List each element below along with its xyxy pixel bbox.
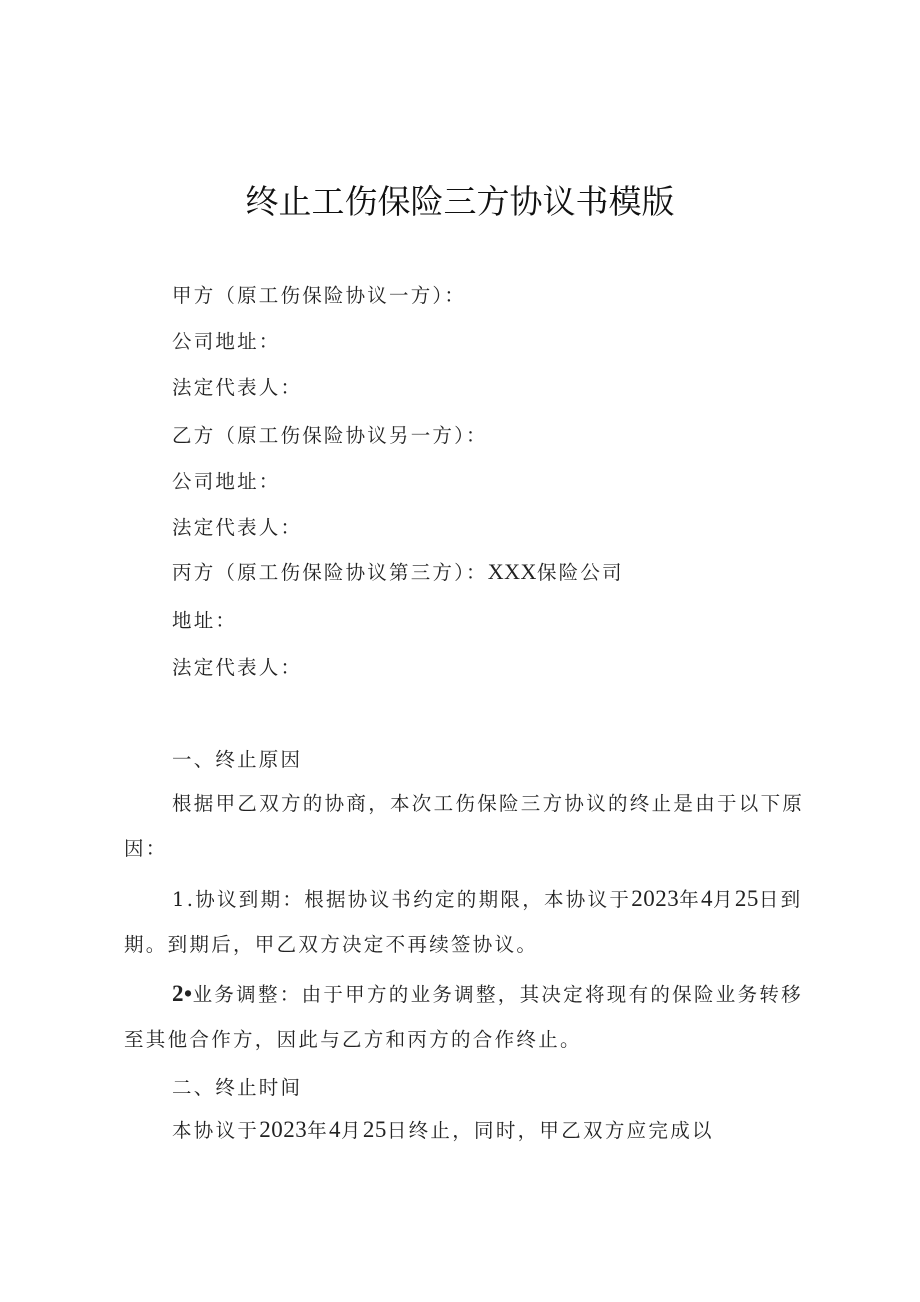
party-c-company-suffix: 保险公司 (536, 561, 624, 584)
section2-heading: 二、终止时间 (172, 1076, 303, 1099)
party-c-address: 地址： (172, 609, 238, 632)
section2-day: 25 (362, 1117, 387, 1142)
party-c-line (172, 557, 624, 585)
section2-year-unit: 年 (307, 1119, 330, 1142)
section2-month-unit: 月 (341, 1119, 363, 1142)
party-a-address: 公司地址： (172, 330, 281, 353)
section1-heading: 一、终止原因 (172, 748, 303, 771)
section1-intro: 根据甲乙双方的协商，本次工伤保险三方协议的终止是由于以下原因： (124, 792, 805, 860)
item1-month-unit: 月 (713, 888, 735, 911)
section1-item2 (124, 971, 814, 1062)
party-b-label: 乙方（原工伤保险协议另一方）： (172, 424, 488, 447)
item2-number: 2• (172, 981, 193, 1006)
section2-year: 2023 (259, 1117, 308, 1142)
item1-year-unit: 年 (679, 888, 702, 911)
section2-text (124, 1107, 814, 1153)
section2-prefix: 本协议于 (172, 1119, 260, 1142)
item1-prefix: 1.协议到期：根据协议书约定的期限，本协议于 (172, 888, 632, 911)
party-a-label: 甲方（原工伤保险协议一方）： (172, 284, 467, 307)
party-c-label: 丙方（原工伤保险协议第三方）： (172, 561, 488, 584)
party-c-company-code: XXX (487, 559, 537, 584)
section2-month: 4 (329, 1117, 342, 1142)
item2-text: 业务调整：由于甲方的业务调整，其决定将现有的保险业务转移至其他合作方，因此与乙方和丙方的合作终止。 (124, 983, 803, 1051)
party-a-representative: 法定代表人： (172, 376, 303, 399)
section1-item1 (124, 876, 814, 967)
item1-day: 25 (734, 886, 759, 911)
party-b-representative: 法定代表人： (172, 516, 303, 539)
item1-suffix: 日到期。到期后，甲乙双方决定不再续签协议。 (124, 888, 803, 956)
document-title: 终止工伤保险三方协议书模版 (245, 182, 675, 221)
item1-month: 4 (701, 886, 714, 911)
party-c-representative: 法定代表人： (172, 656, 303, 679)
item1-year: 2023 (631, 886, 680, 911)
party-b-address: 公司地址： (172, 470, 281, 493)
section2-suffix: 日终止，同时，甲乙双方应完成以 (386, 1119, 714, 1142)
